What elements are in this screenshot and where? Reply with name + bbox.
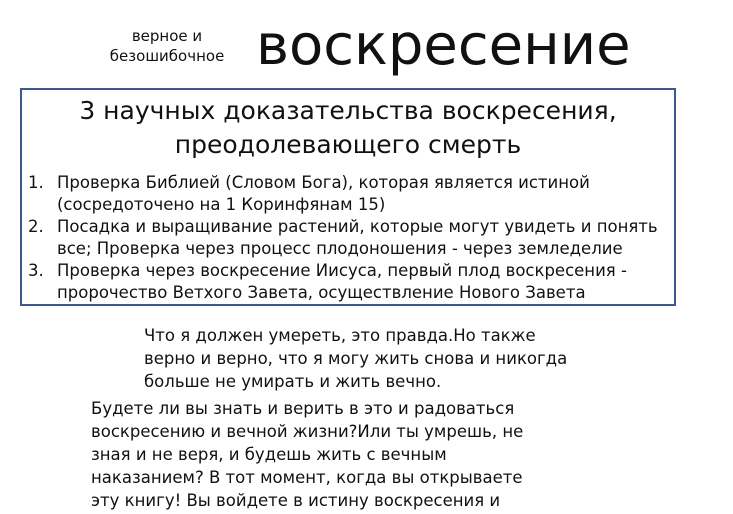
paragraph-1 bbox=[144, 324, 567, 393]
list-item-line: пророчество Ветхого Завета, осуществление Нового Завета bbox=[57, 283, 586, 302]
list-item bbox=[22, 260, 674, 304]
page-title: воскресение bbox=[256, 13, 631, 78]
list-item-line: Проверка Библией (Словом Бога), которая является истиной bbox=[57, 173, 590, 192]
box-title-line: 3 научных доказательства воскресения, bbox=[79, 96, 617, 125]
list-item-line: Посадка и выращивание растений, которые могут увидеть и понять bbox=[57, 217, 658, 236]
paragraph-line: зная и не веря, и будешь жить с вечным bbox=[91, 445, 447, 464]
paragraph-2 bbox=[91, 397, 523, 512]
list-item-number: 2. bbox=[28, 217, 44, 236]
subtitle-line: верное и bbox=[131, 27, 203, 45]
list-item-line: (сосредоточено на 1 Коринфянам 15) bbox=[57, 195, 386, 214]
subtitle-line: безошибочное bbox=[109, 47, 225, 65]
list-item-line: Проверка через воскресение Иисуса, первый плод воскресения - bbox=[57, 261, 627, 280]
paragraph-line: воскресению и вечной жизни?Или ты умрешь, не bbox=[91, 422, 524, 441]
subtitle bbox=[92, 26, 242, 66]
paragraph-line: больше не умирать и жить вечно. bbox=[144, 372, 442, 391]
paragraph-line: Будете ли вы знать и верить в это и радоваться bbox=[91, 399, 515, 418]
list-item bbox=[22, 216, 674, 260]
proof-list bbox=[22, 172, 674, 304]
list-item bbox=[22, 172, 674, 216]
paragraph-line: эту книгу! Вы войдете в истину воскресения и bbox=[91, 491, 501, 510]
paragraph-line: наказанием? В тот момент, когда вы открываете bbox=[91, 468, 523, 487]
box-title-line: преодолевающего смерть bbox=[174, 130, 522, 159]
list-item-number: 1. bbox=[28, 173, 44, 192]
paragraph-line: верно и верно, что я могу жить снова и никогда bbox=[144, 349, 568, 368]
box-title bbox=[22, 94, 674, 162]
list-item-number: 3. bbox=[28, 261, 44, 280]
list-item-line: все; Проверка через процесс плодоношения - через земледелие bbox=[57, 239, 623, 258]
paragraph-line: Что я должен умереть, это правда.Но также bbox=[144, 326, 536, 345]
proofs-box bbox=[20, 88, 676, 306]
